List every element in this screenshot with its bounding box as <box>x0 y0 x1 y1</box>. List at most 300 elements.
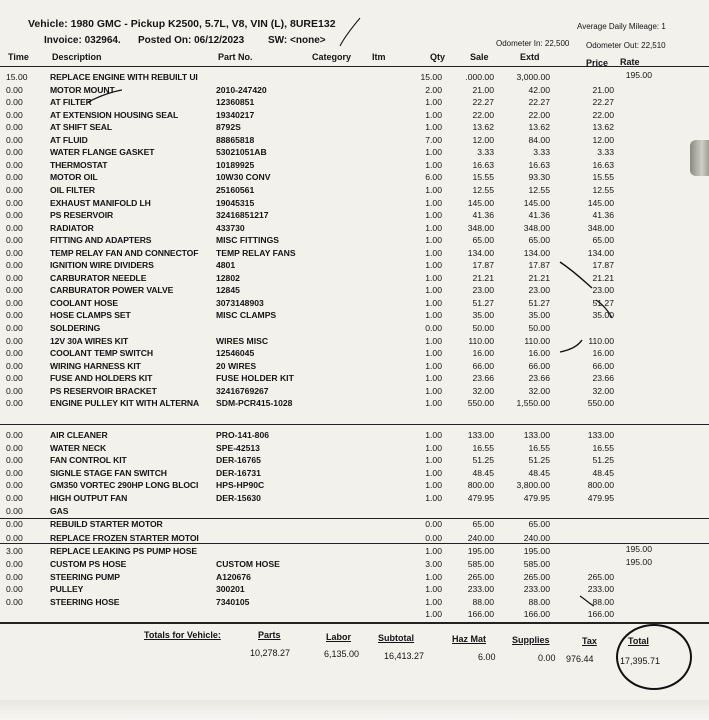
table-row <box>0 198 709 209</box>
row-ext: 585.00 <box>523 559 550 569</box>
col-category: Category <box>312 52 352 62</box>
row-description: FUSE AND HOLDERS KIT <box>50 373 153 384</box>
hazmat-label: Haz Mat <box>452 634 487 644</box>
row-part-number: DER-15630 <box>216 493 261 503</box>
table-row <box>0 546 709 557</box>
row-price: 23.66 <box>592 373 614 384</box>
row-qty: 0.00 <box>425 533 442 543</box>
row-time: 0.00 <box>6 272 23 283</box>
table-row <box>0 584 709 595</box>
row-ext: 145.00 <box>523 197 550 208</box>
row-sale: 240.00 <box>467 533 494 543</box>
row-time: 0.00 <box>6 505 23 516</box>
row-price: 550.00 <box>587 398 614 409</box>
row-ext: 16.63 <box>528 159 550 170</box>
row-price: 166.00 <box>587 609 614 620</box>
row-ext: 16.00 <box>528 348 550 359</box>
row-qty: 1.00 <box>425 493 442 503</box>
row-part-number: 10189925 <box>216 159 255 170</box>
row-price: 233.00 <box>587 584 614 595</box>
row-sale: 550.00 <box>467 398 494 409</box>
col-ext: Extd <box>520 52 540 62</box>
row-price: 66.00 <box>592 360 614 371</box>
row-part-number: MISC FITTINGS <box>216 235 280 246</box>
row-sale: 233.00 <box>467 584 494 595</box>
row-description: TEMP RELAY FAN AND CONNECTOF <box>50 247 199 258</box>
row-description: FITTING AND ADAPTERS <box>50 235 152 246</box>
row-qty: 7.00 <box>425 134 442 145</box>
row-time: 0.00 <box>6 519 23 529</box>
row-time: 0.00 <box>6 493 23 503</box>
row-description: EXHAUST MANIFOLD LH <box>50 197 151 208</box>
col-qty: Qty <box>430 52 446 62</box>
row-ext: 3,800.00 <box>516 480 550 491</box>
row-description: RADIATOR <box>50 222 94 233</box>
col-item: Itm <box>372 52 386 62</box>
row-time: 0.00 <box>6 455 23 466</box>
row-part-number: 53021051AB <box>216 147 267 158</box>
row-qty: 1.00 <box>425 480 442 491</box>
row-price: 21.00 <box>592 84 614 95</box>
row-sale: 348.00 <box>467 222 494 233</box>
row-price: 12.00 <box>592 134 614 145</box>
table-row <box>0 260 709 271</box>
row-time: 0.00 <box>6 533 23 543</box>
row-description: ENGINE PULLEY KIT WITH ALTERNA <box>50 398 200 409</box>
row-description: REPLACE FROZEN STARTER MOTOI <box>50 533 199 543</box>
row-time: 0.00 <box>6 596 23 607</box>
row-ext: 110.00 <box>524 335 550 346</box>
row-qty: 1.00 <box>425 596 442 607</box>
row-sale: 35.00 <box>472 310 494 321</box>
row-sale: 12.00 <box>472 134 494 145</box>
row-sale: 166.00 <box>467 609 494 620</box>
row-sale: 51.25 <box>472 455 494 466</box>
row-time: 0.00 <box>6 467 23 478</box>
table-row <box>0 468 709 479</box>
row-qty: 1.00 <box>425 348 442 359</box>
totals-divider <box>0 622 709 624</box>
row-part-number: SDM-PCR415-1028 <box>216 398 293 409</box>
tax-label: Tax <box>582 636 597 646</box>
row-ext: 23.00 <box>528 285 550 296</box>
parts-label: Parts <box>258 630 281 640</box>
posted-date: Posted On: 06/12/2023 <box>138 35 245 46</box>
table-row <box>0 223 709 234</box>
row-time: 0.00 <box>6 571 23 582</box>
row-ext: 479.95 <box>523 493 550 503</box>
table-row <box>0 386 709 397</box>
row-sale: 16.00 <box>472 348 494 359</box>
section-divider <box>0 543 709 544</box>
row-price: 16.63 <box>592 159 614 170</box>
row-price: 145.00 <box>587 197 614 208</box>
table-row <box>0 185 709 196</box>
row-price: 348.00 <box>587 222 614 233</box>
row-price: 51.25 <box>592 455 614 466</box>
odometer-in: Odometer In: 22,500 <box>496 39 570 48</box>
table-row <box>0 135 709 146</box>
table-row <box>0 85 709 96</box>
table-row <box>0 361 709 372</box>
row-description: AT EXTENSION HOUSING SEAL <box>50 109 179 120</box>
row-time: 0.00 <box>6 222 23 233</box>
row-ext: 348.00 <box>523 222 550 233</box>
row-time: 15.00 <box>6 72 28 82</box>
row-price: 22.00 <box>592 109 614 120</box>
section-divider <box>0 424 709 425</box>
row-qty: 1.00 <box>425 385 442 396</box>
row-description: WIRING HARNESS KIT <box>50 360 141 371</box>
row-price: 88.00 <box>592 596 614 607</box>
row-ext: 84.00 <box>528 134 550 145</box>
row-description: PS RESERVOIR BRACKET <box>50 385 157 396</box>
table-row <box>0 609 709 620</box>
col-part-no: Part No. <box>218 52 253 62</box>
table-row <box>0 285 709 296</box>
row-part-number: 19340217 <box>216 109 255 120</box>
row-price: 16.00 <box>592 348 614 359</box>
row-description: OIL FILTER <box>50 184 95 195</box>
row-description: REPLACE ENGINE WITH REBUILT UI <box>50 72 198 82</box>
row-part-number: 12802 <box>216 272 240 283</box>
invoice-number: Invoice: 032964. <box>44 35 121 46</box>
row-description: IGNITION WIRE DIVIDERS <box>50 260 154 271</box>
row-description: SIGNLE STAGE FAN SWITCH <box>50 467 167 478</box>
row-qty: 1.00 <box>425 210 442 221</box>
row-description: PS RESERVOIR <box>50 210 114 221</box>
supplies-value: 0.00 <box>538 653 556 663</box>
row-time: 0.00 <box>6 480 23 491</box>
row-qty: 1.00 <box>425 373 442 384</box>
row-part-number: 10W30 CONV <box>216 172 271 183</box>
row-time: 0.00 <box>6 285 23 296</box>
row-time: 0.00 <box>6 559 23 569</box>
row-sale: 133.00 <box>467 430 494 440</box>
row-sale: 17.87 <box>472 260 494 271</box>
row-sale: 51.27 <box>472 297 494 308</box>
row-qty: 1.00 <box>425 97 442 108</box>
row-qty: 2.00 <box>425 84 442 95</box>
row-price: 22.27 <box>592 97 614 108</box>
row-part-number: HPS-HP90C <box>216 480 265 491</box>
row-price: 21.21 <box>592 272 614 283</box>
row-sale: 66.00 <box>472 360 494 371</box>
row-qty: 1.00 <box>425 235 442 246</box>
hazmat-value: 6.00 <box>478 652 496 662</box>
row-time: 0.00 <box>6 442 23 453</box>
row-part-number: FUSE HOLDER KIT <box>216 373 294 384</box>
row-qty: 1.00 <box>425 571 442 582</box>
row-price: 41.36 <box>592 210 614 221</box>
table-row <box>0 110 709 121</box>
row-ext: 16.55 <box>528 442 550 453</box>
row-sale: 88.00 <box>472 596 494 607</box>
col-price: Price <box>586 58 609 68</box>
table-row <box>0 348 709 359</box>
row-qty: 0.00 <box>425 519 442 529</box>
row-description: 12V 30A WIRES KIT <box>50 335 129 346</box>
row-sale: 22.00 <box>472 109 494 120</box>
row-ext: 195.00 <box>523 546 550 556</box>
table-row <box>0 122 709 133</box>
column-header-row <box>0 52 709 66</box>
row-ext: 65.00 <box>528 235 550 246</box>
row-price: 51.27 <box>592 297 614 308</box>
row-time: 0.00 <box>6 360 23 371</box>
row-part-number: 4801 <box>216 260 236 271</box>
row-sale: 145.00 <box>467 197 494 208</box>
row-ext: 66.00 <box>528 360 550 371</box>
row-qty: 1.00 <box>425 609 442 620</box>
row-part-number: 2010-247420 <box>216 84 267 95</box>
row-ext: 3,000.00 <box>516 72 550 82</box>
row-price: 265.00 <box>587 571 614 582</box>
row-time: 0.00 <box>6 147 23 158</box>
row-price: 134.00 <box>587 247 614 258</box>
row-time: 0.00 <box>6 97 23 108</box>
row-time: 0.00 <box>6 210 23 221</box>
col-sale: Sale <box>470 52 489 62</box>
row-description: REPLACE LEAKING PS PUMP HOSE <box>50 546 197 556</box>
total-value: 17,395.71 <box>620 656 661 666</box>
table-row <box>0 519 709 530</box>
row-description: CUSTOM PS HOSE <box>50 559 127 569</box>
row-description: CARBURATOR POWER VALVE <box>50 285 174 296</box>
row-sale: 16.55 <box>472 442 494 453</box>
row-sale: 21.00 <box>472 84 494 95</box>
table-row <box>0 443 709 454</box>
row-time: 0.00 <box>6 84 23 95</box>
row-qty: 1.00 <box>425 467 442 478</box>
table-row <box>0 493 709 504</box>
row-description: AT SHIFT SEAL <box>50 122 113 133</box>
row-description: WATER NECK <box>50 442 107 453</box>
tax-value: 976.44 <box>566 654 594 664</box>
row-rate: 195.00 <box>625 557 652 567</box>
row-qty: 1.00 <box>425 442 442 453</box>
row-ext: 32.00 <box>528 385 550 396</box>
row-description: SOLDERING <box>50 323 101 333</box>
table-row <box>0 210 709 221</box>
row-description: AT FILTER <box>50 97 92 108</box>
row-ext: 17.87 <box>528 260 550 271</box>
table-row <box>0 559 709 570</box>
row-time: 0.00 <box>6 172 23 183</box>
row-price: 13.62 <box>592 122 614 133</box>
row-time: 0.00 <box>6 398 23 409</box>
row-time: 0.00 <box>6 385 23 396</box>
row-part-number: 433730 <box>216 222 245 233</box>
row-part-number: 88865818 <box>216 134 255 145</box>
row-sale: 22.27 <box>472 97 494 108</box>
row-sale: 23.00 <box>472 285 494 296</box>
col-time: Time <box>8 52 29 62</box>
row-ext: 12.55 <box>528 184 550 195</box>
row-price: 3.33 <box>597 147 614 158</box>
row-qty: 3.00 <box>425 559 442 569</box>
row-ext: 1,550.00 <box>516 398 550 409</box>
row-qty: 1.00 <box>425 222 442 233</box>
row-sale: 32.00 <box>472 385 494 396</box>
table-row <box>0 323 709 334</box>
row-sale: 15.55 <box>472 172 494 183</box>
row-part-number: 12546045 <box>216 348 255 359</box>
row-price: 65.00 <box>592 235 614 246</box>
table-row <box>0 310 709 321</box>
row-description: THERMOSTAT <box>50 159 108 170</box>
row-part-number: DER-16731 <box>216 467 261 478</box>
table-row <box>0 430 709 441</box>
row-price: 12.55 <box>592 184 614 195</box>
row-price: 32.00 <box>592 385 614 396</box>
row-qty: 1.00 <box>425 455 442 466</box>
row-sale: 41.36 <box>472 210 494 221</box>
totals-section <box>0 628 709 668</box>
row-part-number: 12845 <box>216 285 240 296</box>
row-qty: 1.00 <box>425 335 442 346</box>
row-qty: 1.00 <box>425 430 442 440</box>
row-ext: 22.27 <box>528 97 550 108</box>
row-ext: 88.00 <box>528 596 550 607</box>
table-row <box>0 506 709 517</box>
row-qty: 1.00 <box>425 272 442 283</box>
row-description: HOSE CLAMPS SET <box>50 310 131 321</box>
row-time: 0.00 <box>6 335 23 346</box>
col-rate: Rate <box>620 57 640 67</box>
row-description: MOTOR OIL <box>50 172 98 183</box>
row-price: 16.55 <box>592 442 614 453</box>
row-qty: 6.00 <box>425 172 442 183</box>
row-part-number: CUSTOM HOSE <box>216 559 280 569</box>
table-row <box>0 572 709 583</box>
row-part-number: WIRES MISC <box>216 335 269 346</box>
row-sale: 3.33 <box>477 147 494 158</box>
row-price: 110.00 <box>588 335 614 346</box>
table-row <box>0 336 709 347</box>
table-row <box>0 147 709 158</box>
row-qty: 1.00 <box>425 122 442 133</box>
row-time: 0.00 <box>6 247 23 258</box>
row-ext: 133.00 <box>523 430 550 440</box>
row-time: 0.00 <box>6 348 23 359</box>
row-part-number: 7340105 <box>216 596 250 607</box>
row-description: GAS <box>50 505 69 516</box>
row-qty: 0.00 <box>425 323 442 333</box>
row-sale: 12.55 <box>472 184 494 195</box>
row-part-number: A120676 <box>216 571 251 582</box>
row-description: WATER FLANGE GASKET <box>50 147 155 158</box>
row-price: 23.00 <box>592 285 614 296</box>
row-part-number: 25160561 <box>216 184 255 195</box>
row-time: 0.00 <box>6 260 23 271</box>
subtotal-value: 16,413.27 <box>384 651 425 661</box>
table-row <box>0 248 709 259</box>
handwritten-circle-mark <box>616 624 692 690</box>
subtotal-label: Subtotal <box>378 633 414 643</box>
row-time: 0.00 <box>6 373 23 384</box>
row-qty: 15.00 <box>420 72 442 82</box>
row-qty: 1.00 <box>425 109 442 120</box>
row-qty: 1.00 <box>425 147 442 158</box>
average-daily-mileage: Average Daily Mileage: 1 <box>577 22 666 31</box>
row-ext: 134.00 <box>523 247 550 258</box>
row-price: 15.55 <box>592 172 614 183</box>
row-description: STEERING HOSE <box>50 596 120 607</box>
row-description: STEERING PUMP <box>50 571 120 582</box>
row-qty: 1.00 <box>425 584 442 595</box>
row-ext: 13.62 <box>528 122 550 133</box>
row-rate: 195.00 <box>625 70 652 80</box>
coin-edge <box>690 140 709 176</box>
row-part-number: SPE-42513 <box>216 442 260 453</box>
row-description: COOLANT HOSE <box>50 297 119 308</box>
row-sale: 48.45 <box>472 467 494 478</box>
row-time: 0.00 <box>6 122 23 133</box>
labor-label: Labor <box>326 632 352 642</box>
table-row <box>0 172 709 183</box>
row-part-number: MISC CLAMPS <box>216 310 277 321</box>
row-time: 0.00 <box>6 584 23 595</box>
supplies-label: Supplies <box>512 635 550 645</box>
row-time: 0.00 <box>6 323 23 333</box>
row-sale: 110.00 <box>468 335 494 346</box>
table-row <box>0 298 709 309</box>
row-sale: 21.21 <box>472 272 494 283</box>
totals-label: Totals for Vehicle: <box>144 630 221 640</box>
header-divider <box>0 66 709 67</box>
row-ext: 35.00 <box>528 310 550 321</box>
row-description: PULLEY <box>50 584 84 595</box>
odometer-out: Odometer Out: 22,510 <box>586 41 666 50</box>
row-qty: 1.00 <box>425 159 442 170</box>
row-qty: 1.00 <box>425 184 442 195</box>
row-rate: 195.00 <box>625 544 652 554</box>
row-time: 0.00 <box>6 430 23 440</box>
table-row <box>0 273 709 284</box>
row-sale: 134.00 <box>467 247 494 258</box>
row-description: CARBURATOR NEEDLE <box>50 272 147 283</box>
row-sale: 50.00 <box>472 323 494 333</box>
row-part-number: 32416769267 <box>216 385 269 396</box>
row-ext: 51.25 <box>528 455 550 466</box>
row-sale: 13.62 <box>472 122 494 133</box>
row-time: 0.00 <box>6 235 23 246</box>
row-part-number: 12360851 <box>216 97 255 108</box>
row-time: 0.00 <box>6 159 23 170</box>
row-description: REBUILD STARTER MOTOR <box>50 519 163 529</box>
row-sale: 479.95 <box>467 493 494 503</box>
vehicle-line: Vehicle: 1980 GMC - Pickup K2500, 5.7L, V8, VIN (L), 8URE132 <box>28 18 336 30</box>
row-sale: .000.00 <box>465 72 494 82</box>
row-price: 133.00 <box>587 430 614 440</box>
row-ext: 42.00 <box>528 84 550 95</box>
table-row <box>0 97 709 108</box>
row-description: HIGH OUTPUT FAN <box>50 493 128 503</box>
row-qty: 1.00 <box>425 260 442 271</box>
table-row <box>0 72 709 83</box>
parts-value: 10,278.27 <box>250 648 291 658</box>
row-ext: 93.30 <box>528 172 550 183</box>
row-ext: 48.45 <box>528 467 550 478</box>
row-part-number: 19045315 <box>216 197 255 208</box>
row-price: 17.87 <box>592 260 614 271</box>
row-part-number: 3073148903 <box>216 297 264 308</box>
row-price: 48.45 <box>592 467 614 478</box>
row-ext: 166.00 <box>523 609 550 620</box>
row-part-number: 20 WIRES <box>216 360 257 371</box>
row-description: MOTOR MOUNT <box>50 84 115 95</box>
